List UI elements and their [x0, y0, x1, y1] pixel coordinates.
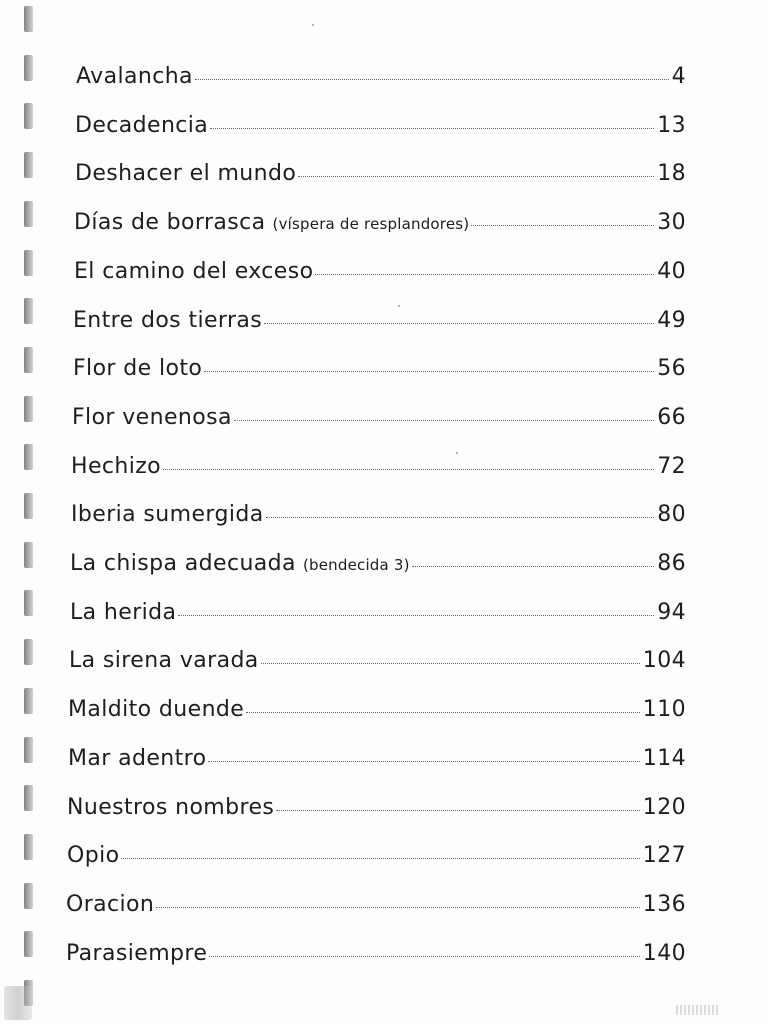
toc-entry-title: Flor de loto — [73, 356, 203, 381]
toc-entry-page: 40 — [657, 259, 686, 284]
toc-entry-title: Maldito duende — [68, 697, 245, 722]
toc-entry[interactable] — [74, 259, 686, 284]
dot-leader — [195, 79, 669, 80]
dot-leader — [208, 761, 639, 762]
scan-stamp-mark — [676, 1005, 720, 1015]
toc-entry-title: Días de borrasca — [74, 210, 266, 235]
toc-entry[interactable] — [66, 941, 686, 966]
toc-entry-page: 56 — [657, 356, 686, 381]
toc-entry-page: 110 — [642, 697, 686, 722]
scan-speck — [398, 305, 400, 307]
dot-leader — [264, 323, 654, 324]
dot-leader — [163, 469, 654, 470]
toc-entry[interactable] — [68, 746, 686, 771]
toc-entry-page: 86 — [657, 551, 686, 576]
toc-entry-page: 80 — [657, 502, 686, 527]
toc-entry-title: La herida — [70, 600, 177, 625]
toc-entry[interactable] — [75, 113, 686, 138]
dot-leader — [412, 566, 655, 567]
toc-entry-title: Hechizo — [71, 454, 162, 479]
toc-entry[interactable] — [70, 600, 686, 625]
toc-entry-title: El camino del exceso — [74, 259, 314, 284]
toc-entry[interactable] — [69, 648, 686, 673]
dot-leader — [315, 274, 654, 275]
toc-entry-title: Decadencia — [75, 113, 209, 138]
toc-entry-title: Deshacer el mundo — [75, 161, 297, 186]
dot-leader — [204, 371, 654, 372]
toc-entry-page: 4 — [671, 64, 686, 89]
toc-entry[interactable] — [73, 356, 686, 381]
dot-leader — [156, 907, 640, 908]
toc-entry-title: Avalancha — [76, 64, 193, 89]
toc-entry[interactable] — [68, 697, 686, 722]
toc-entry[interactable] — [76, 64, 686, 89]
toc-entry-subtitle: (bendecida 3) — [302, 556, 410, 574]
dot-leader — [121, 858, 639, 859]
toc-entry-page: 114 — [642, 746, 686, 771]
toc-entry-title: Parasiempre — [66, 941, 208, 966]
toc-entry[interactable] — [71, 502, 686, 527]
scan-speck — [456, 452, 458, 454]
toc-entry[interactable] — [71, 454, 686, 479]
toc-entry-title: Mar adentro — [68, 746, 207, 771]
toc-entry[interactable] — [66, 892, 686, 917]
dot-leader — [298, 176, 654, 177]
dot-leader — [210, 128, 654, 129]
toc-entry-page: 13 — [657, 113, 686, 138]
dot-leader — [234, 420, 654, 421]
toc-entry[interactable] — [75, 161, 686, 186]
dot-leader — [178, 615, 654, 616]
dot-leader — [209, 956, 640, 957]
toc-entry[interactable] — [74, 210, 686, 235]
toc-entry-page: 120 — [642, 795, 686, 820]
scan-speck — [312, 24, 314, 26]
toc-entry[interactable] — [73, 308, 686, 333]
toc-entry-page: 18 — [657, 161, 686, 186]
dot-leader — [471, 225, 654, 226]
toc-entry-title: Oracion — [66, 892, 155, 917]
toc-entry-title: La chispa adecuada — [70, 551, 296, 576]
scan-smudge — [4, 986, 32, 1020]
toc-entry-title: Flor venenosa — [72, 405, 232, 430]
toc-entry-page: 30 — [657, 210, 686, 235]
toc-entry-page: 66 — [657, 405, 686, 430]
dot-leader — [246, 712, 640, 713]
dot-leader — [266, 517, 655, 518]
toc-entry-page: 136 — [642, 892, 686, 917]
toc-entry-page: 49 — [657, 308, 686, 333]
toc-entry[interactable] — [67, 843, 686, 868]
toc-entry-page: 127 — [642, 843, 686, 868]
toc-entry-subtitle: (víspera de resplandores) — [272, 215, 470, 233]
toc-entry[interactable] — [67, 795, 686, 820]
toc-entry-title: Nuestros nombres — [67, 795, 275, 820]
toc-entry-title: Opio — [67, 843, 120, 868]
toc-entry-page: 72 — [657, 454, 686, 479]
toc-entry-page: 104 — [642, 648, 686, 673]
toc-entry-title: Iberia sumergida — [71, 502, 264, 527]
toc-entry-title: Entre dos tierras — [73, 308, 263, 333]
dot-leader — [276, 810, 640, 811]
toc-entry-title: La sirena varada — [69, 648, 259, 673]
dot-leader — [261, 663, 640, 664]
toc-entry[interactable] — [72, 405, 686, 430]
toc-entry-page: 94 — [657, 600, 686, 625]
toc-entry[interactable] — [70, 551, 686, 576]
toc-entry-page: 140 — [642, 941, 686, 966]
